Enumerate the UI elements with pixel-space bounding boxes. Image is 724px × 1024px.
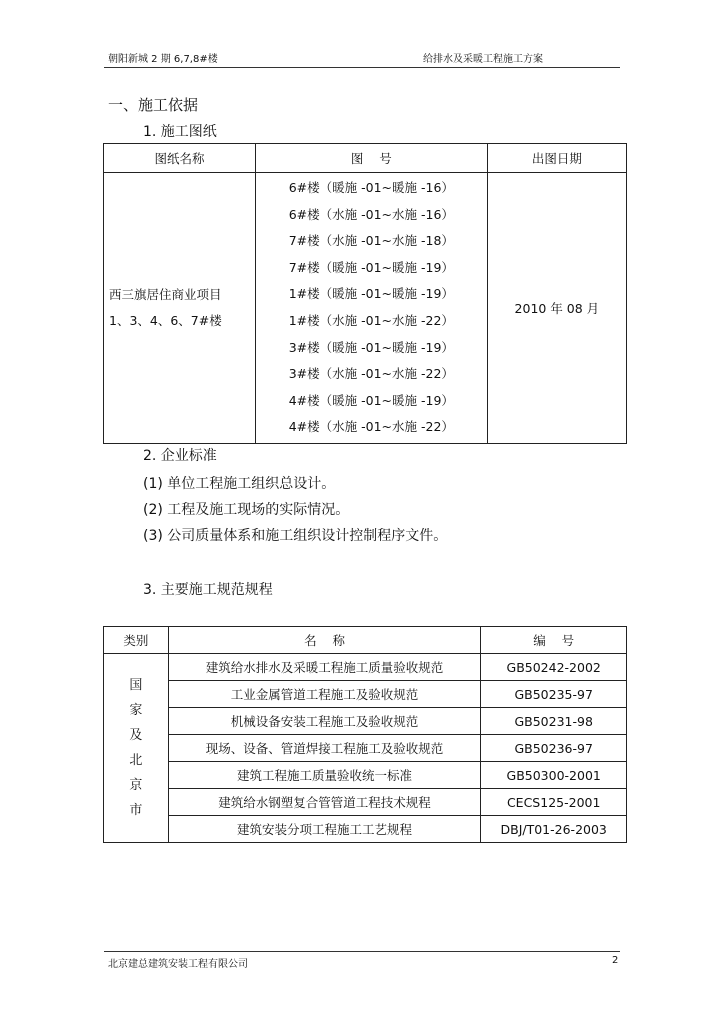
spec-name: 建筑工程施工质量验收统一标准: [168, 762, 481, 789]
page-number: 2: [612, 955, 619, 966]
drawing-number: 3#楼（水施 -01~水施 -22）: [288, 366, 454, 382]
subsection-title-enterprise-standards: 2. 企业标准: [143, 448, 217, 464]
header-left-text: 朝阳新城 2 期 6,7,8#楼: [108, 54, 218, 65]
specifications-table: [103, 626, 627, 843]
project-name-cell: [104, 173, 256, 444]
project-name-line2: 1、3、4、6、7#楼: [109, 312, 222, 328]
spec-code: CECS125-2001: [481, 789, 627, 816]
header-drawing-number: 图 号: [255, 144, 487, 173]
table-row: [104, 762, 627, 789]
drawing-number: 3#楼（暖施 -01~暖施 -19）: [288, 339, 454, 355]
header-drawing-name: 图纸名称: [104, 144, 256, 173]
header-category: 类别: [104, 627, 169, 654]
table-row: [104, 708, 627, 735]
drawing-number: 6#楼（暖施 -01~暖施 -16）: [288, 180, 454, 195]
footer-company: 北京建总建筑安装工程有限公司: [108, 959, 248, 970]
standard-item: (1) 单位工程施工组织总设计。: [143, 476, 336, 492]
drawing-number: 7#楼（暖施 -01~暖施 -19）: [288, 259, 454, 275]
table-row: [104, 735, 627, 762]
spec-name: 机械设备安装工程施工及验收规范: [168, 708, 481, 735]
category-char: 及: [129, 728, 143, 743]
footer-divider: [104, 951, 620, 952]
category-cell: [104, 654, 169, 843]
table-row: [104, 654, 627, 681]
spec-code: DBJ/T01-26-2003: [481, 816, 627, 843]
drawing-number: 1#楼（暖施 -01~暖施 -19）: [288, 286, 454, 302]
drawing-number: 4#楼（暖施 -01~暖施 -19）: [288, 392, 454, 408]
spec-name: 现场、设备、管道焊接工程施工及验收规范: [168, 735, 481, 762]
table-row: [104, 681, 627, 708]
spec-code: GB50235-97: [481, 681, 627, 708]
subsection-title-drawings: 1. 施工图纸: [143, 124, 217, 140]
section-title-basis: 一、施工依据: [108, 96, 199, 114]
drawing-date-cell: 2010 年 08 月: [487, 173, 626, 444]
spec-code: GB50242-2002: [481, 654, 627, 681]
spec-name: 工业金属管道工程施工及验收规范: [168, 681, 481, 708]
standard-item: (3) 公司质量体系和施工组织设计控制程序文件。: [143, 528, 448, 544]
drawing-number: 4#楼（水施 -01~水施 -22）: [288, 419, 454, 435]
spec-name: 建筑给水钢塑复合管管道工程技术规程: [168, 789, 481, 816]
table-row: [104, 789, 627, 816]
standard-item: (2) 工程及施工现场的实际情况。: [143, 502, 350, 518]
spec-code: GB50300-2001: [481, 762, 627, 789]
header-spec-name: 名 称: [168, 627, 481, 654]
category-char: 市: [129, 803, 143, 818]
drawings-table: [103, 143, 627, 444]
header-drawing-date: 出图日期: [487, 144, 626, 173]
table-row: [104, 173, 627, 444]
category-char: 北: [129, 753, 143, 768]
category-char: 京: [129, 778, 143, 793]
spec-code: GB50231-98: [481, 708, 627, 735]
subsection-title-specifications: 3. 主要施工规范规程: [143, 582, 273, 598]
header-divider: [104, 67, 620, 68]
drawing-numbers-cell: [255, 173, 487, 444]
project-name-line1: 西三旗居住商业项目: [109, 286, 222, 302]
spec-name: 建筑给水排水及采暖工程施工质量验收规范: [168, 654, 481, 681]
header-spec-code: 编 号: [481, 627, 627, 654]
table-row: [104, 816, 627, 843]
spec-code: GB50236-97: [481, 735, 627, 762]
category-char: 家: [129, 703, 143, 718]
table-header-row: [104, 144, 627, 173]
category-char: 国: [129, 678, 143, 693]
drawing-number: 1#楼（水施 -01~水施 -22）: [288, 312, 454, 328]
drawing-number: 7#楼（水施 -01~水施 -18）: [288, 233, 454, 249]
spec-name: 建筑安装分项工程施工工艺规程: [168, 816, 481, 843]
header-right-text: 给排水及采暖工程施工方案: [423, 54, 543, 65]
drawing-number: 6#楼（水施 -01~水施 -16）: [288, 206, 454, 222]
table-header-row: [104, 627, 627, 654]
